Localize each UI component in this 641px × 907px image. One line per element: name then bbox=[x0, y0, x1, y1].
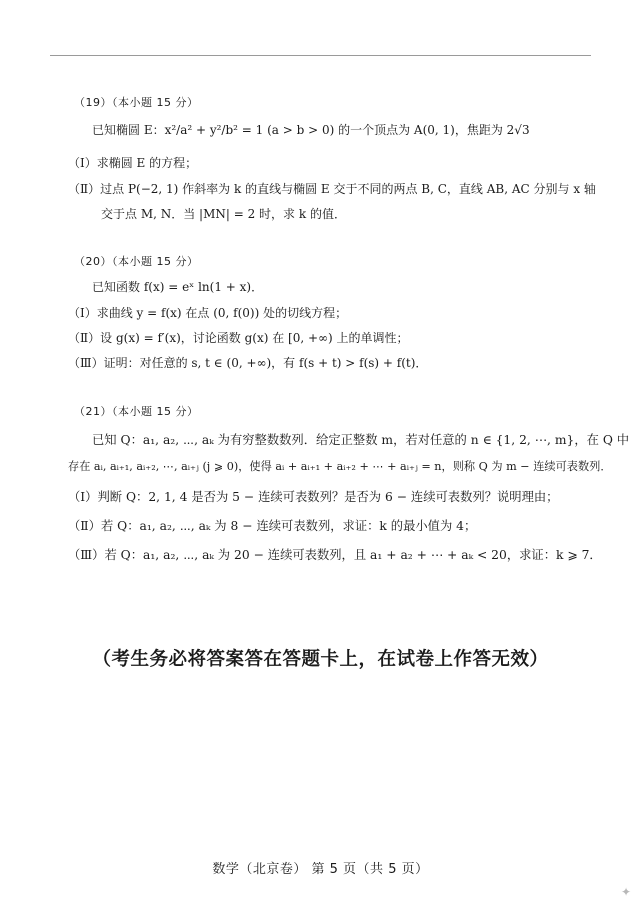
top-divider bbox=[50, 55, 591, 56]
question-20-part-1: （Ⅰ）求曲线 y = f(x) 在点 (0, f(0)) 处的切线方程； bbox=[68, 306, 348, 320]
question-20-part-2: （Ⅱ）设 g(x) = f′(x)，讨论函数 g(x) 在 [0, +∞) 上的单调性； bbox=[68, 331, 409, 345]
question-21-heading: （21）（本小题 15 分） bbox=[74, 405, 199, 418]
question-19-part-1: （Ⅰ）求椭圆 E 的方程； bbox=[68, 156, 198, 170]
question-21-stem-line-2: 存在 aᵢ, aᵢ₊₁, aᵢ₊₂, ⋯, aᵢ₊ⱼ (j ⩾ 0)，使得 aᵢ + aᵢ₊₁ + aᵢ₊₂ + ⋯ + aᵢ₊ⱼ = n，则称 Q 为 m − 连续可表数列． bbox=[68, 460, 612, 473]
question-19-part-2-line-2: 交于点 M, N．当 |MN| = 2 时，求 k 的值． bbox=[101, 207, 346, 221]
question-21-stem-line-1: 已知 Q：a₁, a₂, ⋯, aₖ 为有穷整数数列．给定正整数 m，若对任意的 n ∈ {1, 2, ⋯, m}，在 Q 中 bbox=[92, 433, 630, 447]
answer-sheet-notice: （考生务必将答案答在答题卡上，在试卷上作答无效） bbox=[92, 649, 549, 670]
question-20-part-3: （Ⅲ）证明：对任意的 s, t ∈ (0, +∞)，有 f(s + t) > f(s) + f(t)． bbox=[68, 356, 428, 370]
question-21-part-2: （Ⅱ）若 Q：a₁, a₂, ⋯, aₖ 为 8 − 连续可表数列，求证：k 的最小值为 4； bbox=[68, 519, 477, 533]
page-footer: 数学（北京卷） 第 5 页（共 5 页） bbox=[212, 862, 429, 877]
question-20-stem: 已知函数 f(x) = eˣ ln(1 + x)． bbox=[92, 280, 264, 294]
question-21-part-3: （Ⅲ）若 Q：a₁, a₂, ⋯, aₖ 为 20 − 连续可表数列，且 a₁ + a₂ + ⋯ + aₖ < 20，求证：k ⩾ 7． bbox=[68, 548, 602, 562]
question-19-stem: 已知椭圆 E：x²/a² + y²/b² = 1 (a > b > 0) 的一个顶点为 A(0, 1)，焦距为 2√3 bbox=[92, 123, 530, 137]
question-20-heading: （20）（本小题 15 分） bbox=[74, 255, 199, 268]
corner-mark-icon: ✦ bbox=[620, 885, 632, 899]
question-21-part-1: （Ⅰ）判断 Q：2, 1, 4 是否为 5 − 连续可表数列？是否为 6 − 连续可表数列？说明理由； bbox=[68, 490, 559, 504]
question-19-heading: （19）（本小题 15 分） bbox=[74, 96, 199, 109]
question-19-part-2-line-1: （Ⅱ）过点 P(−2, 1) 作斜率为 k 的直线与椭圆 E 交于不同的两点 B, C，直线 AB, AC 分别与 x 轴 bbox=[68, 182, 596, 196]
